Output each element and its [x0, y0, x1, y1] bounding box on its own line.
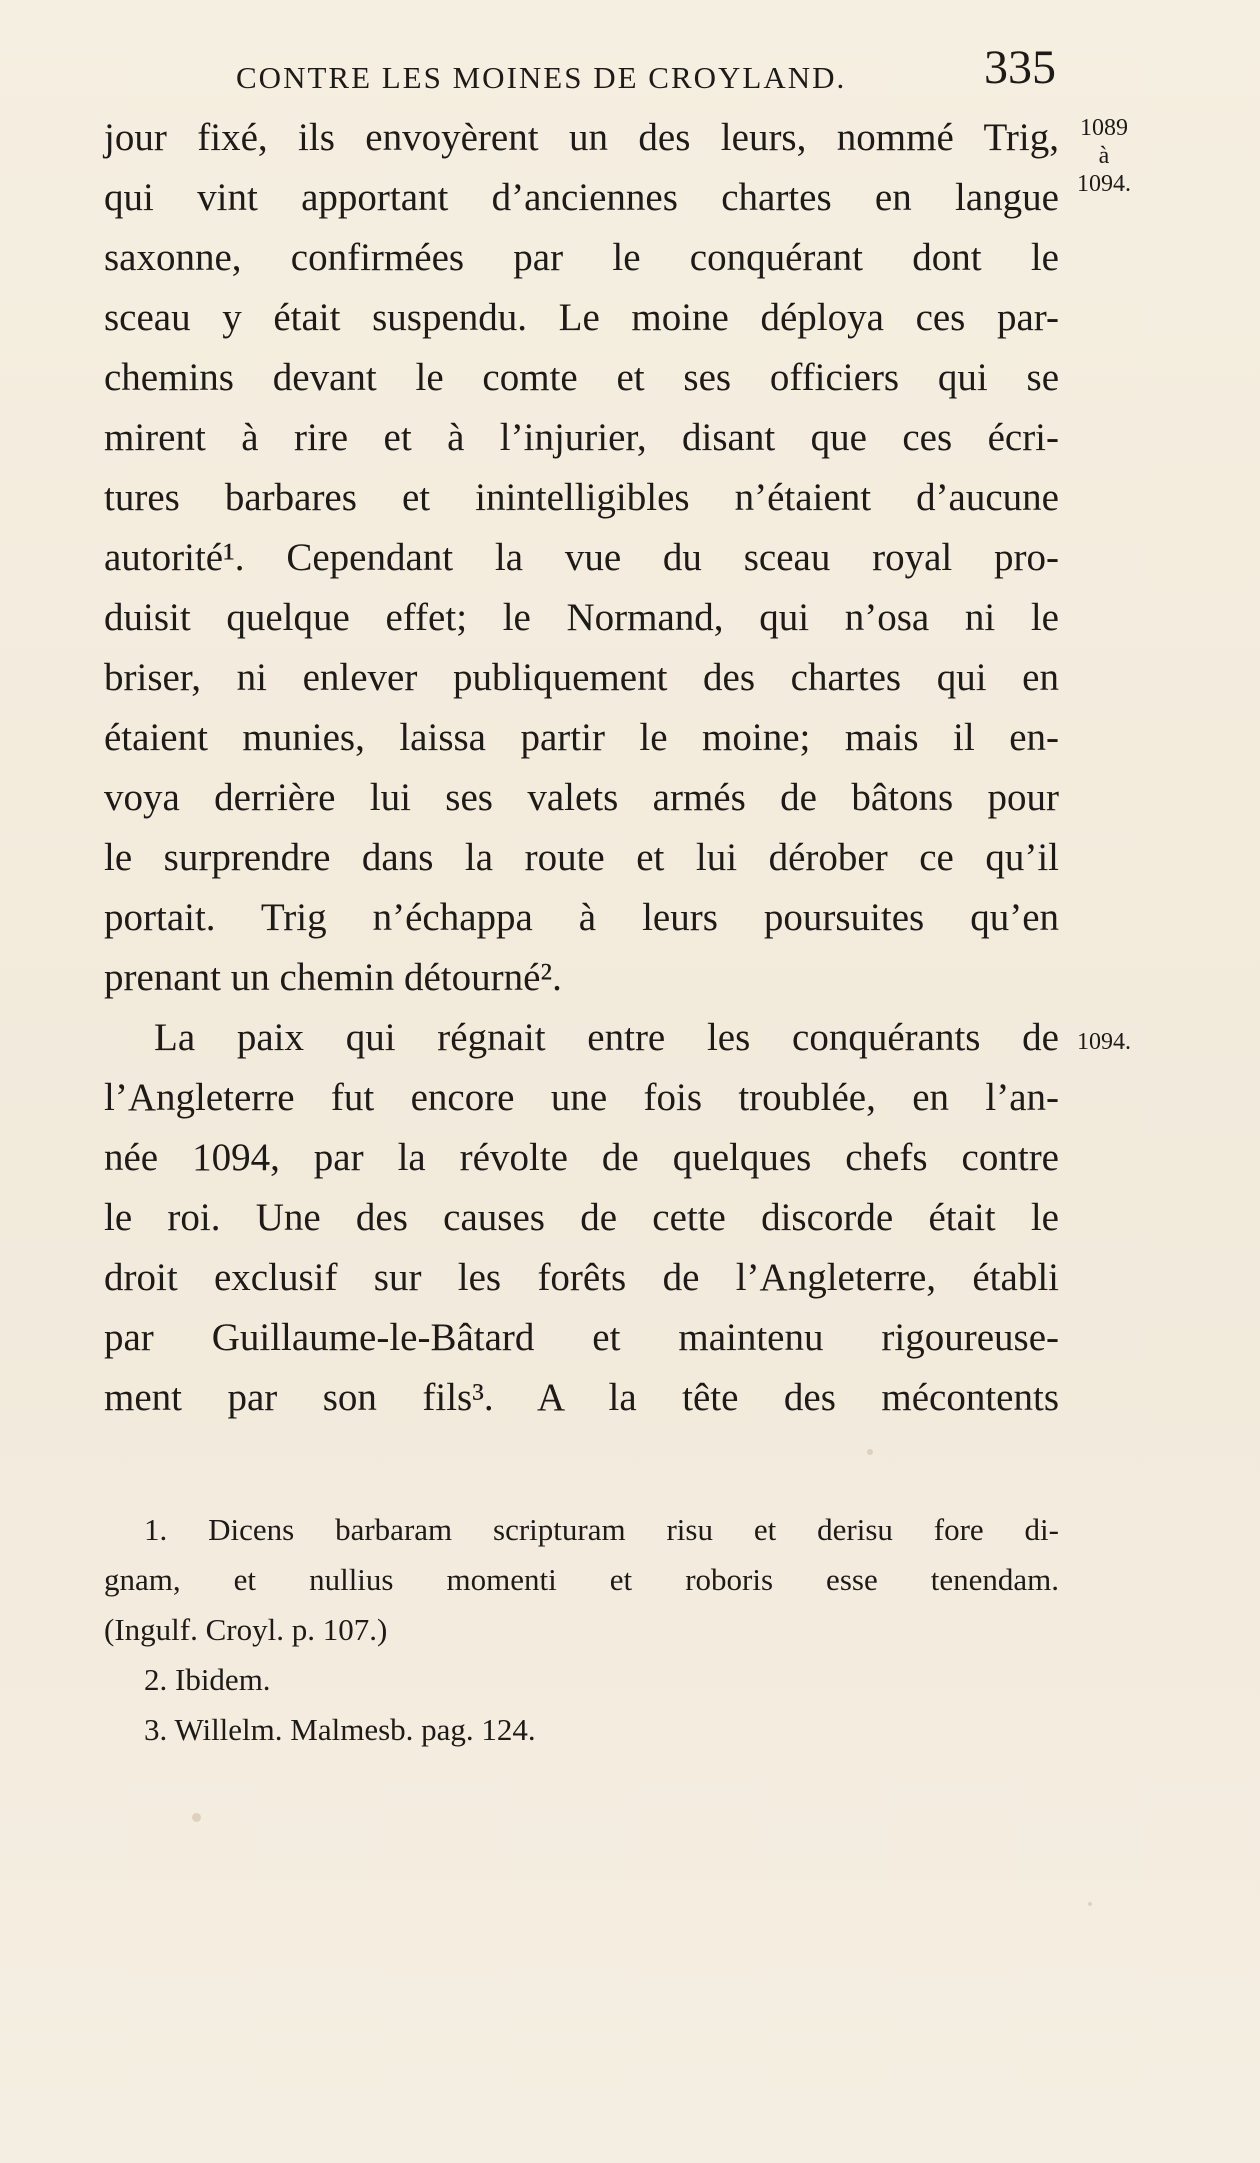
text-line: saxonne, confirmées par le conquérant dont le	[104, 236, 1059, 279]
margin-year-connector: à	[1098, 143, 1110, 169]
text-line: ment par son fils³. A la tête des mécontents	[104, 1376, 1059, 1419]
page-number: 335	[984, 41, 1056, 94]
margin-year-end: 1094.	[1077, 171, 1131, 197]
paper-speck	[192, 1813, 201, 1822]
footnote-1-reference: (Ingulf. Croyl. p. 107.)	[104, 1612, 388, 1647]
text-line: née 1094, par la révolte de quelques chefs contre	[104, 1136, 1059, 1179]
text-line: sceau y était suspendu. Le moine déploya ces par-	[104, 296, 1059, 339]
text-line: prenant un chemin détourné².	[104, 956, 562, 999]
margin-year-1094: 1094.	[1077, 1029, 1131, 1055]
text-line: briser, ni enlever publiquement des chartes qui en	[104, 656, 1059, 699]
footnote-3: 3. Willelm. Malmesb. pag. 124.	[144, 1712, 536, 1747]
text-line: par Guillaume-le-Bâtard et maintenu rigoureuse-	[104, 1316, 1059, 1359]
text-line: voya derrière lui ses valets armés de bâtons pour	[104, 776, 1059, 819]
text-line: portait. Trig n’échappa à leurs poursuites qu’en	[104, 896, 1059, 939]
margin-year-start: 1089	[1080, 115, 1128, 141]
text-line: mirent à rire et à l’injurier, disant que ces écri-	[104, 416, 1059, 459]
footnote-1: 1. Dicens barbaram scripturam risu et derisu fore di-	[144, 1512, 1059, 1547]
footnote-1-continued: gnam, et nullius momenti et roboris esse tenendam.	[104, 1562, 1059, 1597]
text-line: jour fixé, ils envoyèrent un des leurs, nommé Trig,	[104, 116, 1059, 159]
margin-date-range	[1073, 116, 1135, 196]
text-line: le surprendre dans la route et lui dérober ce qu’il	[104, 836, 1059, 879]
text-line: tures barbares et inintelligibles n’étaient d’aucune	[104, 476, 1059, 519]
text-line: qui vint apportant d’anciennes chartes en langue	[104, 176, 1059, 219]
margin-paragraph-year	[1073, 1030, 1135, 1054]
text-line: autorité¹. Cependant la vue du sceau royal pro-	[104, 536, 1059, 579]
paragraph-start-line: La paix qui régnait entre les conquérants de	[154, 1016, 1059, 1059]
paper-speck	[1088, 1902, 1092, 1906]
text-line: droit exclusif sur les forêts de l’Angleterre, établi	[104, 1256, 1059, 1299]
text-line: chemins devant le comte et ses officiers qui se	[104, 356, 1059, 399]
paper-speck	[867, 1449, 873, 1455]
text-line: le roi. Une des causes de cette discorde était le	[104, 1196, 1059, 1239]
text-line: étaient munies, laissa partir le moine; mais il en-	[104, 716, 1059, 759]
text-line: l’Angleterre fut encore une fois troublée, en l’an-	[104, 1076, 1059, 1119]
footnote-2: 2. Ibidem.	[144, 1662, 271, 1697]
running-title: CONTRE LES MOINES DE CROYLAND.	[236, 60, 847, 95]
running-header	[236, 41, 1056, 104]
text-line: duisit quelque effet; le Normand, qui n’osa ni le	[104, 596, 1059, 639]
